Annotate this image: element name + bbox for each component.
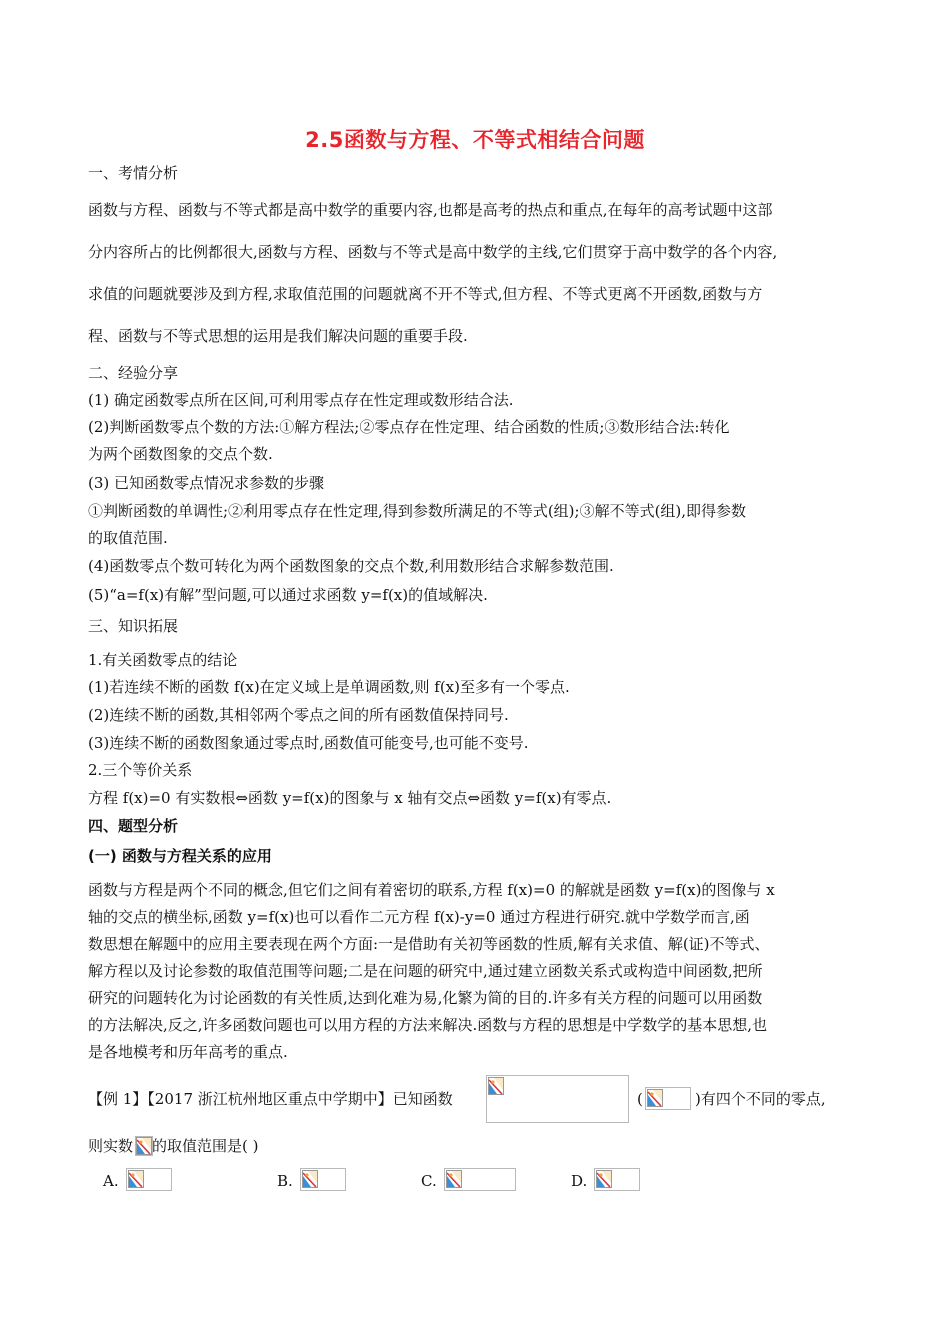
section-heading-analysis: 一、考情分析 xyxy=(88,164,179,182)
paragraph-line: 程、函数与不等式思想的运用是我们解决问题的重要手段. xyxy=(88,327,468,345)
option-a-label: A. xyxy=(103,1172,119,1190)
paragraph-line: 函数与方程是两个不同的概念,但它们之间有着密切的联系,方程 f(x)=0 的解就是函数 y=f(x)的图像与 x xyxy=(88,881,775,899)
paragraph-line: (3)连续不断的函数图象通过零点时,函数值可能变号,也可能不变号. xyxy=(88,734,529,752)
paragraph-line: 方程 f(x)=0 有实数根⇔函数 y=f(x)的图象与 x 轴有交点⇔函数 y=f(x)有零点. xyxy=(88,789,612,807)
paragraph-line: ①判断函数的单调性;②利用零点存在性定理,得到参数所满足的不等式(组);③解不等式(组),即得参数 xyxy=(88,502,747,520)
paren-open: ( xyxy=(637,1090,643,1108)
option-b-image xyxy=(300,1168,346,1191)
paragraph-line: (3) 已知函数零点情况求参数的步骤 xyxy=(88,474,325,492)
paragraph-line: (1)若连续不断的函数 f(x)在定义域上是单调函数,则 f(x)至多有一个零点. xyxy=(88,678,570,696)
document-title: 2.5函数与方程、不等式相结合问题 xyxy=(305,128,645,152)
paragraph-line: 的方法解决,反之,许多函数问题也可以用方程的方法来解决.函数与方程的思想是中学数学的基本思想,也 xyxy=(88,1016,768,1034)
paragraph-line: (5)“a=f(x)有解”型问题,可以通过求函数 y=f(x)的值域解决. xyxy=(88,586,488,604)
paragraph-line: 求值的问题就要涉及到方程,求取值范围的问题就离不开不等式,但方程、不等式更离不开函数,函数与方 xyxy=(88,285,763,303)
section-heading-types: 四、题型分析 xyxy=(88,817,179,835)
paragraph-line: 数思想在解题中的应用主要表现在两个方面:一是借助有关初等函数的性质,解有关求值、解(证)不等式、 xyxy=(88,935,770,953)
option-d-image xyxy=(594,1168,640,1191)
broken-image-icon xyxy=(596,1170,612,1188)
broken-image-icon xyxy=(136,1137,152,1155)
formula-image-domain xyxy=(645,1087,691,1110)
option-c-image xyxy=(444,1168,516,1191)
paragraph-line: (2)判断函数零点个数的方法:①解方程法;②零点存在性定理、结合函数的性质;③数形结合法:转化 xyxy=(88,418,730,436)
option-a-image xyxy=(126,1168,172,1191)
section-heading-experience: 二、经验分享 xyxy=(88,364,179,382)
broken-image-icon xyxy=(128,1170,144,1188)
paragraph-line: (4)函数零点个数可转化为两个函数图象的交点个数,利用数形结合求解参数范围. xyxy=(88,557,614,575)
paragraph-line: 研究的问题转化为讨论函数的有关性质,达到化难为易,化繁为简的目的.许多有关方程的问题可以用函数 xyxy=(88,989,763,1007)
option-b-label: B. xyxy=(277,1172,293,1190)
broken-image-icon xyxy=(302,1170,318,1188)
paragraph-line: 函数与方程、函数与不等式都是高中数学的重要内容,也都是高考的热点和重点,在每年的高考试题中这部 xyxy=(88,201,773,219)
paragraph-line: 轴的交点的横坐标,函数 y=f(x)也可以看作二元方程 f(x)-y=0 通过方程进行研究.就中学数学而言,函 xyxy=(88,908,750,926)
example-suffix: )有四个不同的零点, xyxy=(695,1090,826,1108)
paragraph-line: 是各地模考和历年高考的重点. xyxy=(88,1043,288,1061)
paragraph-line: (2)连续不断的函数,其相邻两个零点之间的所有函数值保持同号. xyxy=(88,706,509,724)
broken-image-icon xyxy=(446,1170,462,1188)
option-c-label: C. xyxy=(421,1172,437,1190)
paragraph-line: 的取值范围. xyxy=(88,529,168,547)
subsection-heading: (一) 函数与方程关系的应用 xyxy=(88,847,272,865)
section-heading-extension: 三、知识拓展 xyxy=(88,617,179,635)
paragraph-line: 为两个函数图象的交点个数. xyxy=(88,445,273,463)
paragraph-line: 1.有关函数零点的结论 xyxy=(88,651,238,669)
formula-image-a xyxy=(135,1136,153,1156)
paragraph-line: 分内容所占的比例都很大,函数与方程、函数与不等式是高中数学的主线,它们贯穿于高中数学的各个内容, xyxy=(88,243,778,261)
example-question-b: 的取值范围是( ) xyxy=(152,1137,259,1155)
option-d-label: D. xyxy=(571,1172,588,1190)
formula-image-function xyxy=(486,1075,629,1123)
paragraph-line: 2.三个等价关系 xyxy=(88,761,193,779)
example-prefix: 【例 1】【2017 浙江杭州地区重点中学期中】已知函数 xyxy=(88,1090,453,1108)
paragraph-line: 解方程以及讨论参数的取值范围等问题;二是在问题的研究中,通过建立函数关系式或构造中间函数,把所 xyxy=(88,962,763,980)
broken-image-icon xyxy=(647,1089,663,1107)
broken-image-icon xyxy=(488,1077,504,1095)
example-question-a: 则实数 xyxy=(88,1137,134,1155)
paragraph-line: (1) 确定函数零点所在区间,可利用零点存在性定理或数形结合法. xyxy=(88,391,514,409)
